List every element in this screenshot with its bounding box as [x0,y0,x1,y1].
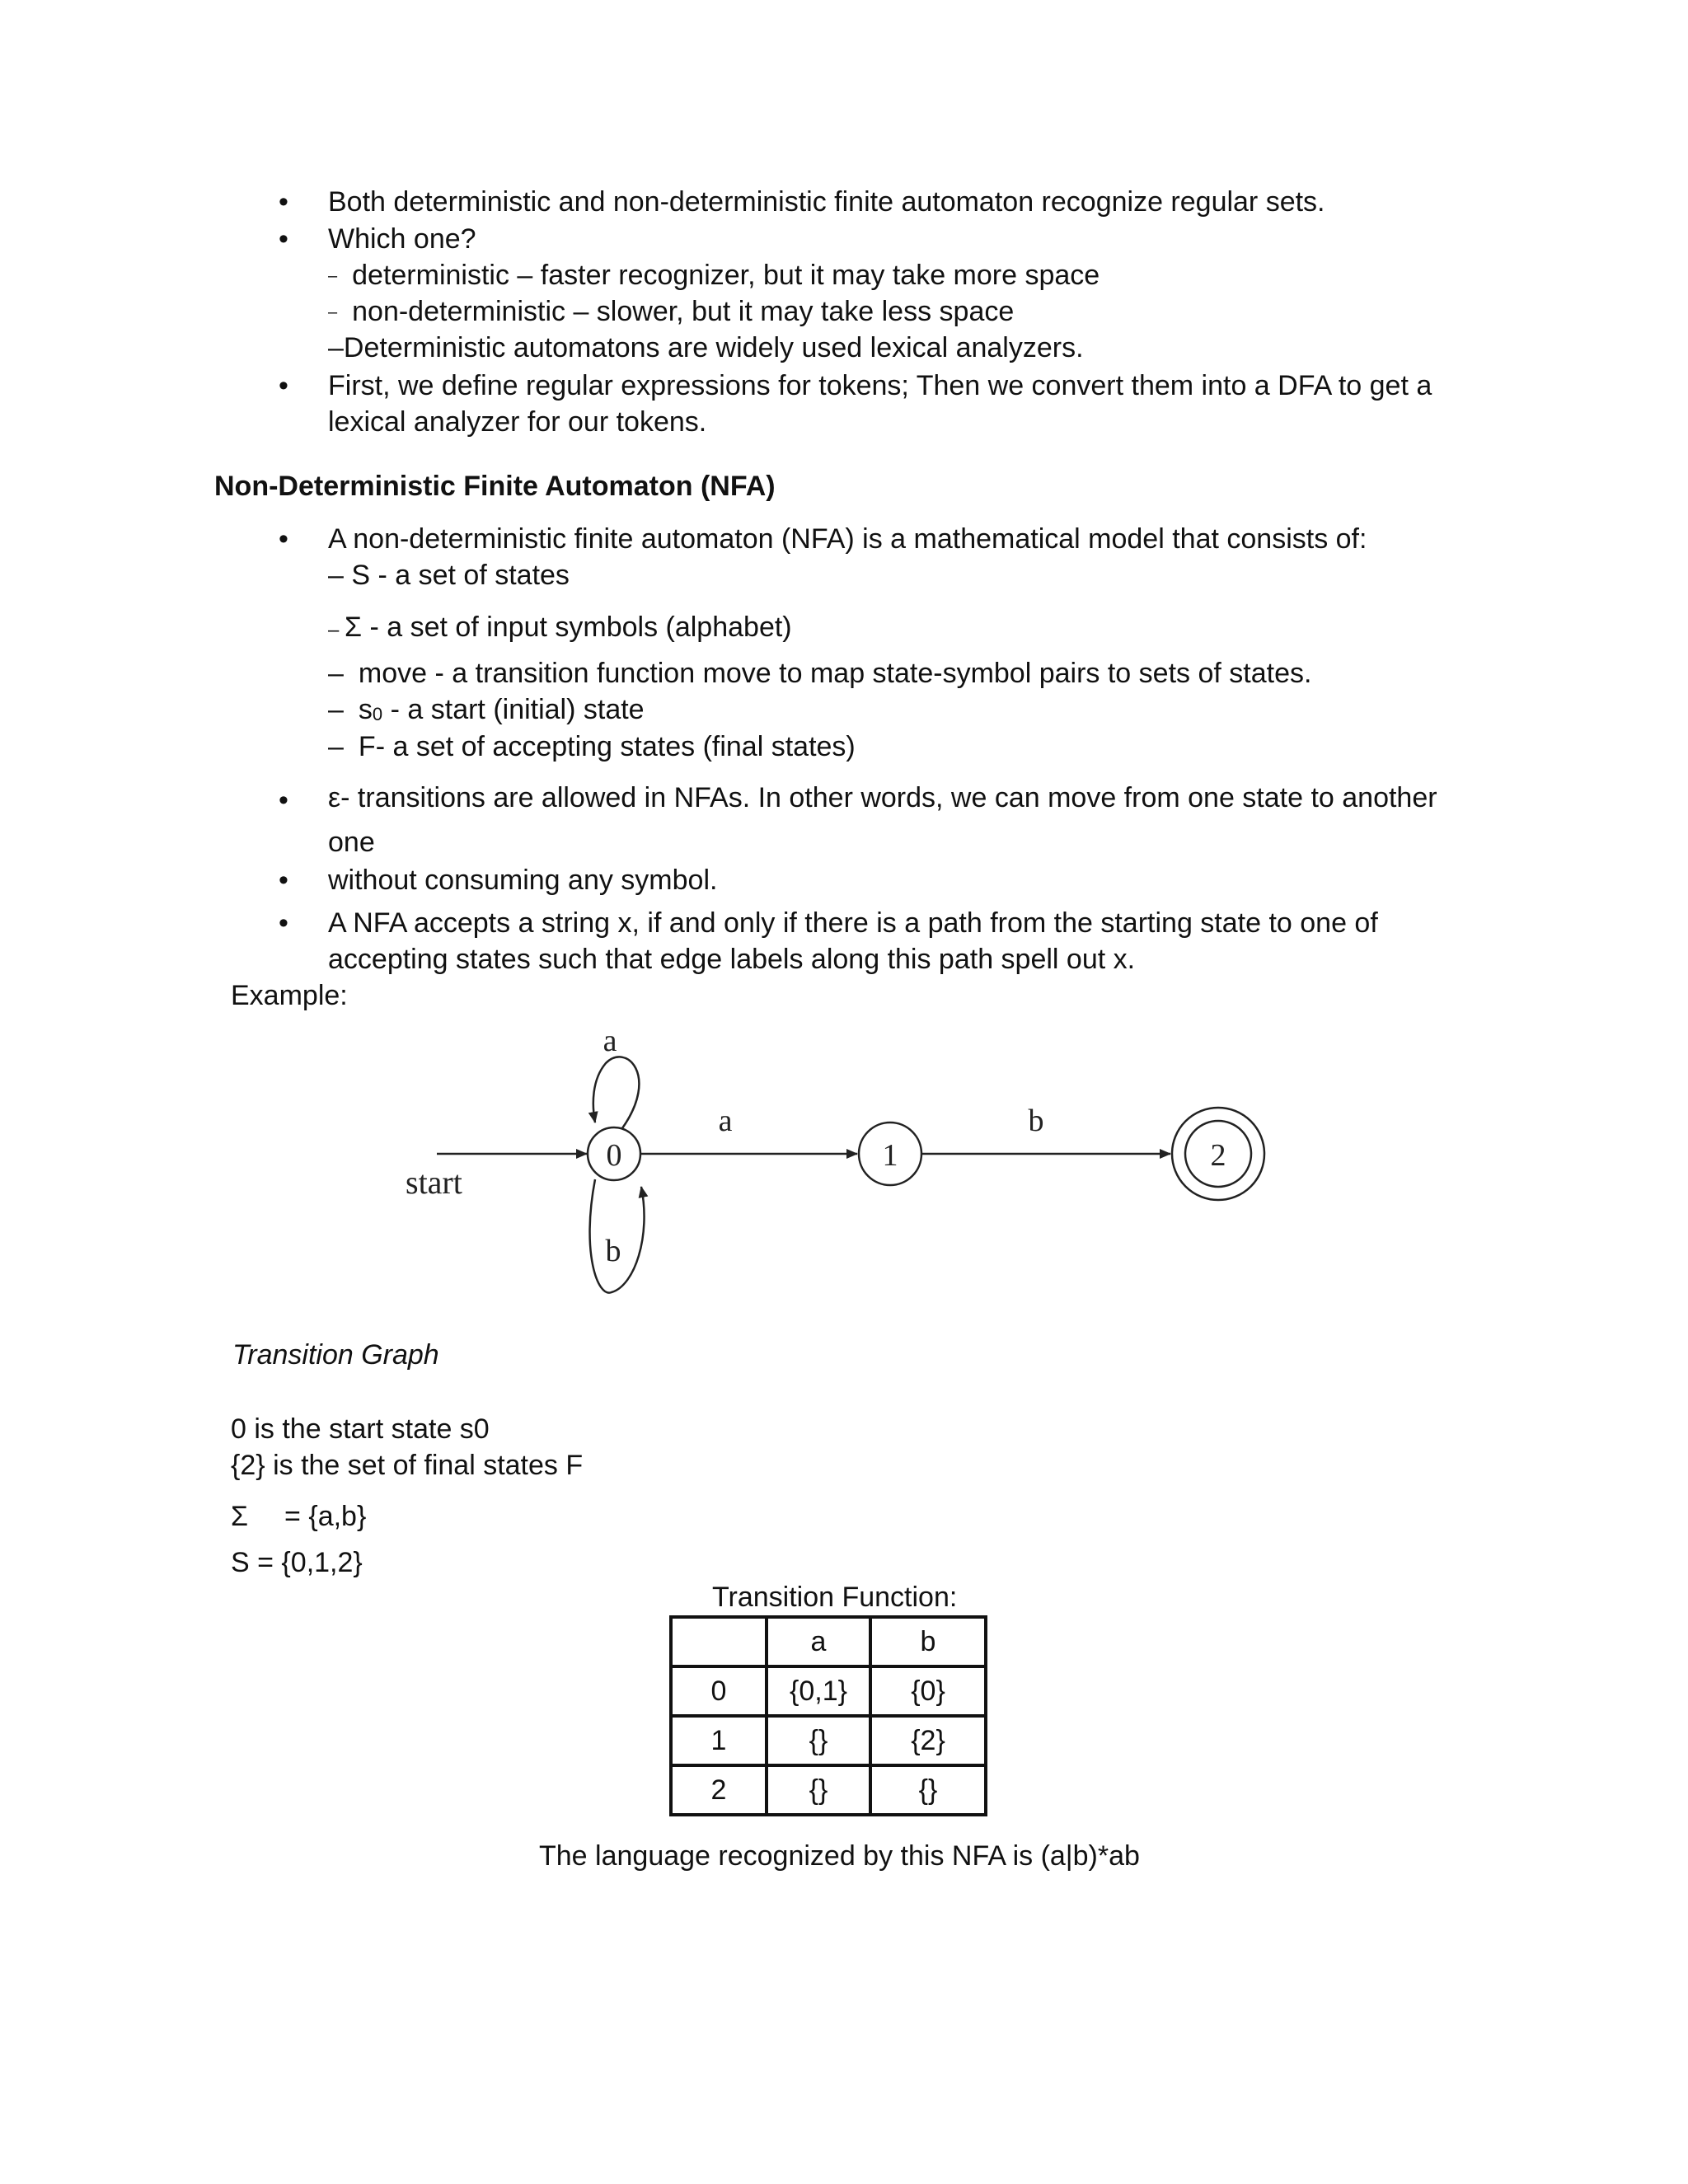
state-1-label: 1 [882,1138,898,1173]
table-cell: {} [870,1765,986,1815]
dash-marker: – [328,303,338,321]
header-cell [671,1617,767,1666]
sigma-value: = {a,b} [284,1501,367,1532]
item-text: - a start (initial) state [382,694,645,725]
dash-marker: – [328,658,344,689]
header-cell: a [767,1617,870,1666]
state-0-top-loop [593,1057,640,1128]
transition-table [669,1615,987,1816]
first-bullet-line1: First, we define regular expressions for tokens; Then we convert them into a DFA to get a [328,370,1432,401]
edge-0-1-label: a [718,1104,733,1138]
start-label: start [406,1164,462,1201]
nfa-definition-intro: A non-deterministic finite automaton (NFA) is a mathematical model that consists of: [328,523,1367,555]
bullet-dot: • [279,223,288,255]
item-text: F- a set of accepting states (final states) [358,731,856,762]
dash-marker: – [328,731,344,762]
epsilon-bullet-line1: ε- transitions are allowed in NFAs. In other words, we can move from one state to another [328,782,1437,813]
table-row [671,1716,986,1765]
table-cell: {} [767,1716,870,1765]
note-text: Deterministic automatons are widely used lexical analyzers. [343,332,1084,363]
table-row [671,1765,986,1815]
language-statement: The language recognized by this NFA is (a|b)*ab [539,1840,1140,1872]
table-cell: {2} [870,1716,986,1765]
item-text: deterministic – faster recognizer, but it may take more space [352,260,1100,291]
table-row [671,1666,986,1716]
fact-start-state: 0 is the start state s0 [231,1413,490,1445]
table-title: Transition Function: [712,1582,958,1613]
bullet-dot: • [279,370,288,401]
edge-1-2-label: b [1028,1104,1044,1138]
accept-bullet-line2: accepting states such that edge labels along this path spell out x. [328,944,1136,975]
dash-marker: – [328,619,345,641]
nfa-heading: Non-Deterministic Finite Automaton (NFA) [214,471,776,502]
dash-marker: – [328,694,344,725]
table-cell: 0 [671,1666,767,1716]
table-header-row [671,1617,986,1666]
dash-marker: – [328,332,344,363]
first-bullet-line2: lexical analyzer for our tokens. [328,406,707,438]
item-text: move - a transition function move to map state-symbol pairs to sets of states. [358,658,1312,689]
table-cell: 2 [671,1765,767,1815]
table-cell: 1 [671,1716,767,1765]
epsilon-bullet-line2: one [328,827,375,858]
state-2-label: 2 [1210,1138,1226,1173]
loop-top-label: a [603,1024,617,1058]
graph-caption: Transition Graph [232,1339,439,1371]
item-text: non-deterministic – slower, but it may take less space [352,296,1015,327]
bullet-dot: • [279,785,288,816]
state-0-label: 0 [606,1138,622,1173]
dash-marker: – [328,267,338,285]
fact-final-states: {2} is the set of final states F [231,1450,584,1481]
table-cell: {0} [870,1666,986,1716]
dash-marker: – [328,560,352,591]
intro-bullet-2: Which one? [328,223,476,255]
bullet-dot: • [279,907,288,939]
loop-bottom-label: b [605,1234,621,1268]
bullet-dot: • [279,865,288,896]
item-text: S - a set of states [351,560,570,591]
table-cell: {0,1} [767,1666,870,1716]
accept-bullet-line1: A NFA accepts a string x, if and only if there is a path from the starting state to one of [328,907,1378,939]
s0-symbol: s [358,694,373,725]
fact-states: S = {0,1,2} [231,1547,363,1578]
header-cell: b [870,1617,986,1666]
example-label: Example: [231,980,348,1011]
bullet-dot: • [279,523,288,555]
sigma-symbol: Σ [231,1501,249,1532]
s0-subscript: 0 [372,704,383,724]
table-cell: {} [767,1765,870,1815]
epsilon-bullet-line3: without consuming any symbol. [328,865,718,896]
bullet-dot: • [279,186,288,218]
item-text: Σ - a set of input symbols (alphabet) [345,612,792,643]
intro-bullet-1: Both deterministic and non-deterministic finite automaton recognize regular sets. [328,186,1325,218]
fact-sigma [231,1498,366,1535]
